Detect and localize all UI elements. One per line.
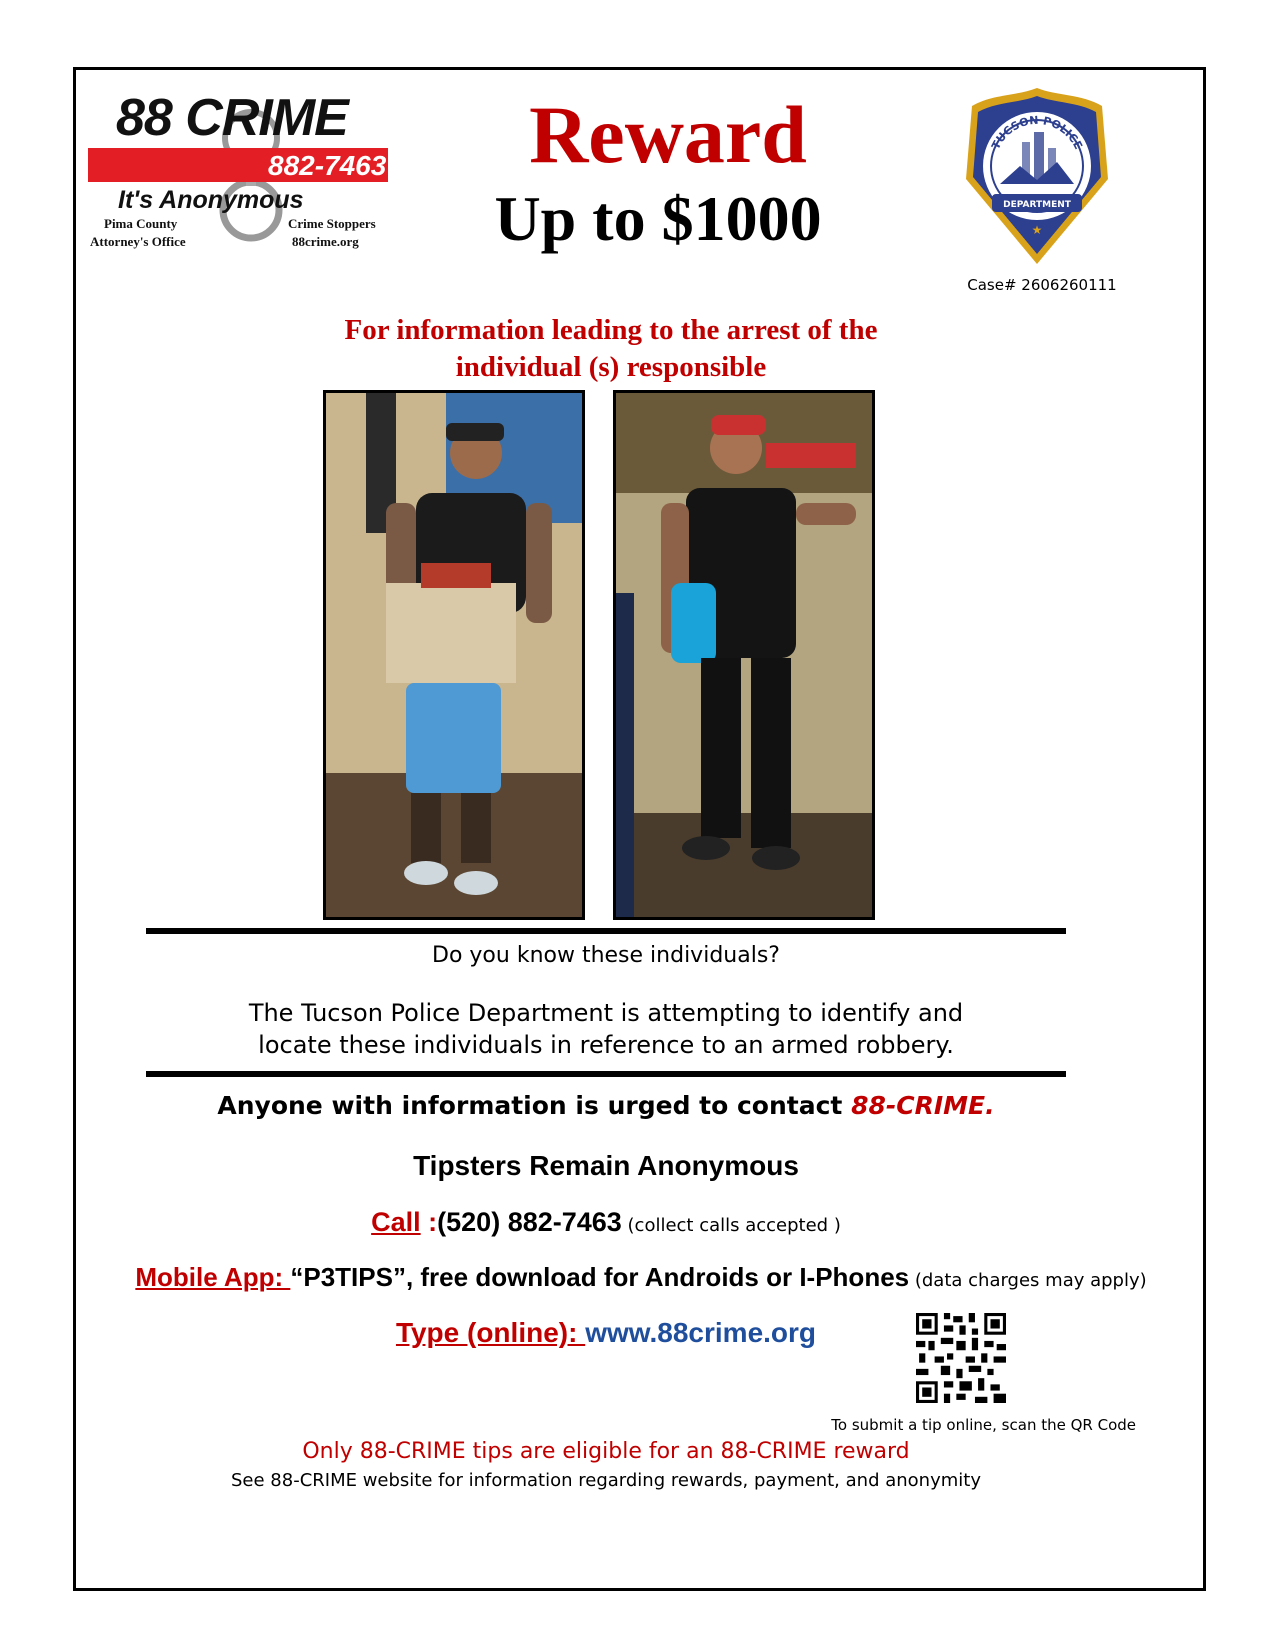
suspect-photo-1 bbox=[323, 390, 585, 920]
88crime-logo bbox=[88, 88, 398, 248]
logo-title: 88 CRIME bbox=[116, 89, 348, 147]
call-note: (collect calls accepted ) bbox=[621, 1215, 841, 1236]
logo-right-line2: 88crime.org bbox=[292, 234, 359, 249]
mobile-app-label: Mobile App: bbox=[135, 1262, 291, 1292]
reward-heading: Reward bbox=[529, 89, 807, 180]
tipsters-anonymous: Tipsters Remain Anonymous bbox=[413, 1150, 799, 1181]
call-label: Call bbox=[371, 1207, 421, 1237]
identify-line1: The Tucson Police Department is attempting to identify and bbox=[248, 999, 964, 1027]
suspect-photo-2 bbox=[613, 390, 875, 920]
identify-statement bbox=[176, 997, 1036, 1061]
logo-tagline: It's Anonymous bbox=[118, 186, 304, 214]
logo-left-line1: Pima County bbox=[104, 216, 178, 231]
mobile-app-note: (data charges may apply) bbox=[909, 1270, 1147, 1291]
call-line bbox=[156, 1207, 1056, 1238]
svg-text:TUCSON POLICE: TUCSON POLICE bbox=[989, 113, 1085, 152]
for-info-line1: For information leading to the arrest of the bbox=[344, 314, 878, 346]
divider-top bbox=[146, 928, 1066, 934]
question-know-individuals: Do you know these individuals? bbox=[432, 943, 780, 968]
for-information-text bbox=[266, 312, 956, 386]
suspect-2-illustration bbox=[616, 393, 872, 917]
logo-left-line2: Attorney's Office bbox=[90, 234, 186, 249]
suspect-1-illustration bbox=[326, 393, 582, 917]
online-label: Type (online): bbox=[395, 1317, 586, 1348]
mobile-app-line bbox=[96, 1262, 1186, 1293]
qr-caption: To submit a tip online, scan the QR Code bbox=[831, 1416, 1136, 1434]
flyer-frame bbox=[73, 67, 1206, 1591]
website-note: See 88-CRIME website for information regarding rewards, payment, and anonymity bbox=[231, 1470, 981, 1491]
mobile-app-text: “P3TIPS”, free download for Androids or I-Phones bbox=[290, 1262, 910, 1292]
logo-right-line1: Crime Stoppers bbox=[288, 216, 376, 231]
reward-amount: Up to $1000 bbox=[494, 183, 822, 254]
call-separator: : bbox=[420, 1207, 438, 1237]
qr-code-icon[interactable] bbox=[916, 1313, 1006, 1403]
eligibility-note: Only 88-CRIME tips are eligible for an 88-CRIME reward bbox=[302, 1439, 910, 1464]
contact-urge bbox=[156, 1091, 1056, 1120]
svg-text:★: ★ bbox=[1031, 223, 1043, 237]
badge-department-text: DEPARTMENT bbox=[1003, 200, 1071, 210]
logo-phone: 882-7463 bbox=[268, 150, 387, 181]
divider-bottom bbox=[146, 1071, 1066, 1077]
call-number[interactable]: (520) 882-7463 bbox=[437, 1207, 622, 1237]
contact-urge-text: Anyone with information is urged to contact bbox=[217, 1091, 852, 1120]
police-badge-icon bbox=[962, 84, 1112, 269]
contact-urge-org: 88-CRIME. bbox=[851, 1091, 995, 1120]
case-number: Case# 2606260111 bbox=[967, 276, 1117, 294]
identify-line2: locate these individuals in reference to an armed robbery. bbox=[258, 1031, 954, 1059]
for-info-line2: individual (s) responsible bbox=[455, 351, 767, 383]
online-url-link[interactable]: www.88crime.org bbox=[585, 1317, 817, 1348]
